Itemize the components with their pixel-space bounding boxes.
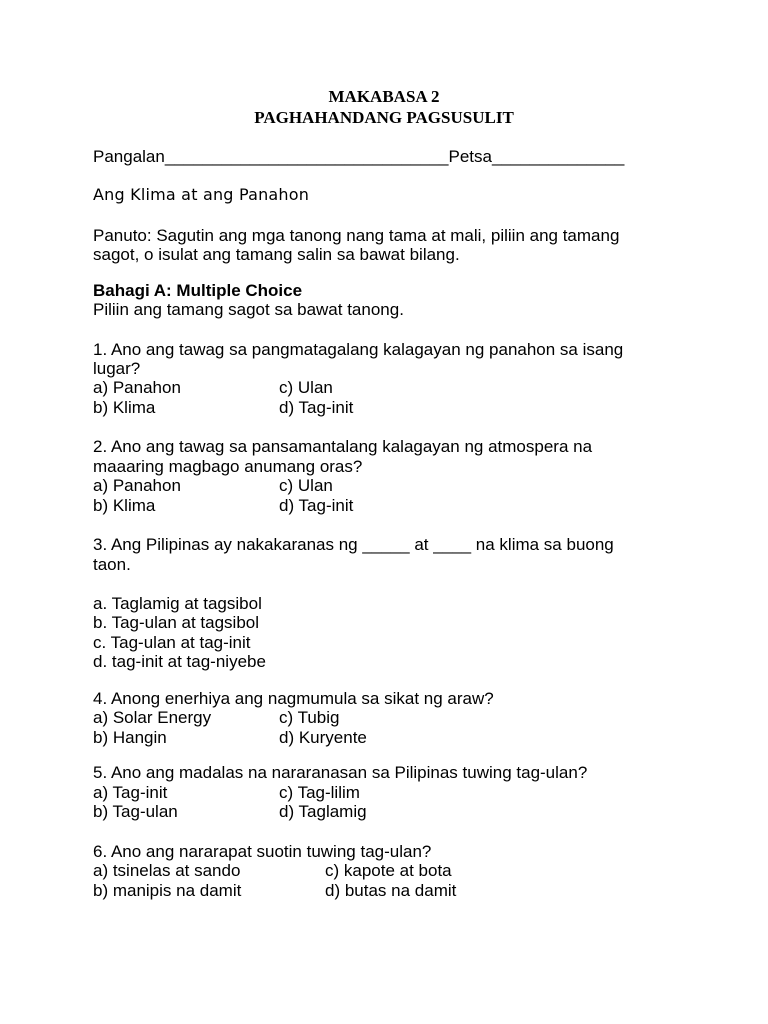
question-5-option-a: a) Tag-init [93, 783, 168, 802]
question-2-option-c: c) Ulan [279, 476, 333, 495]
question-4-option-d: d) Kuryente [279, 728, 367, 747]
question-2-option-b: b) Klima [93, 496, 156, 515]
question-5-text: 5. Ano ang madalas na nararanasan sa Pilipinas tuwing tag-ulan? [93, 763, 588, 782]
question-3-option-a: a. Taglamig at tagsibol [93, 594, 262, 613]
question-1-option-c: c) Ulan [279, 378, 333, 397]
question-5-option-b: b) Tag-ulan [93, 802, 178, 821]
question-6-option-a: a) tsinelas at sando [93, 861, 241, 880]
question-3-option-b: b. Tag-ulan at tagsibol [93, 613, 260, 632]
question-4-text: 4. Anong enerhiya ang nagmumula sa sikat ng araw? [93, 689, 494, 708]
question-1-option-b: b) Klima [93, 398, 156, 417]
question-5-option-d: d) Taglamig [279, 802, 367, 821]
question-5-option-c: c) Tag-lilim [279, 783, 360, 802]
question-4-option-a: a) Solar Energy [93, 708, 212, 727]
section-a-direction: Piliin ang tamang sagot sa bawat tanong. [93, 300, 404, 319]
question-6-option-b: b) manipis na damit [93, 881, 242, 900]
question-4-option-c: c) Tubig [279, 708, 340, 727]
question-1-text: 1. Ano ang tawag sa pangmatagalang kalagayan ng panahon sa isang [93, 340, 624, 359]
document-subtitle: PAGHAHANDANG PAGSUSULIT [254, 108, 514, 127]
question-1-text-cont: lugar? [93, 359, 141, 378]
question-6-option-c: c) kapote at bota [325, 861, 452, 880]
instructions-line-1: Panuto: Sagutin ang mga tanong nang tama at mali, piliin ang tamang [93, 226, 620, 245]
question-3-text-cont: taon. [93, 555, 131, 574]
question-2-option-d: d) Tag-init [279, 496, 354, 515]
section-a-heading: Bahagi A: Multiple Choice [93, 281, 303, 300]
question-3-option-d: d. tag-init at tag-niyebe [93, 652, 266, 671]
question-3-option-c: c. Tag-ulan at tag-init [93, 633, 251, 652]
question-2-text-cont: maaaring magbago anumang oras? [93, 457, 363, 476]
question-3-text: 3. Ang Pilipinas ay nakakaranas ng _____ at ____ na klima sa buong [93, 535, 614, 554]
document-title: MAKABASA 2 [328, 87, 440, 106]
topic-title: Ang Klima at ang Panahon [93, 185, 310, 204]
question-6-text: 6. Ano ang nararapat suotin tuwing tag-ulan? [93, 842, 432, 861]
question-1-option-a: a) Panahon [93, 378, 181, 397]
question-6-option-d: d) butas na damit [325, 881, 457, 900]
question-2-text: 2. Ano ang tawag sa pansamantalang kalagayan ng atmospera na [93, 437, 593, 456]
instructions-line-2: sagot, o isulat ang tamang salin sa bawat bilang. [93, 245, 460, 264]
question-4-option-b: b) Hangin [93, 728, 167, 747]
question-1-option-d: d) Tag-init [279, 398, 354, 417]
question-2-option-a: a) Panahon [93, 476, 181, 495]
name-date-line: Pangalan______________________________Petsa______________ [93, 147, 625, 166]
